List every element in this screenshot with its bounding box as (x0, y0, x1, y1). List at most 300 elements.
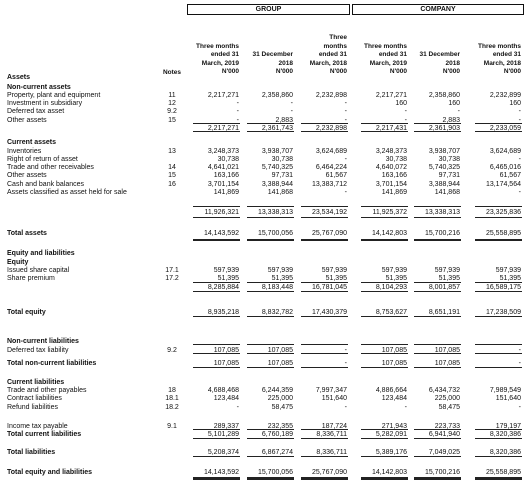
row-value: 151,640 (495, 395, 521, 402)
total-rule (247, 217, 294, 218)
row-value: - (518, 156, 521, 163)
row-value: 97,731 (271, 172, 293, 179)
column-header-6 (469, 43, 521, 77)
row-value: 51,395 (217, 275, 239, 282)
total-rule (247, 353, 294, 354)
row-value: 141,868 (267, 189, 293, 196)
row-value: 107,085 (213, 347, 239, 354)
row-value: 597,939 (213, 267, 239, 274)
row-value: - (404, 117, 407, 124)
row-value: 8,183,448 (261, 284, 293, 291)
row-label: Current liabilities (7, 379, 65, 386)
row-value: 8,336,711 (316, 431, 347, 438)
total-rule (193, 206, 240, 207)
row-value: 13,338,313 (257, 209, 293, 216)
column-header-line: ended 31 (210, 51, 239, 59)
total-rule (301, 123, 348, 124)
total-rule (475, 344, 522, 345)
total-rule (247, 123, 294, 124)
row-value: 597,939 (495, 267, 521, 274)
total-rule (414, 291, 461, 292)
row-value: 13,338,313 (424, 209, 460, 216)
row-value: 8,320,386 (489, 431, 521, 438)
row-note: 17.2 (165, 275, 179, 282)
row-note: 18 (168, 387, 176, 394)
column-header-line: ended 31 (318, 51, 347, 59)
total-rule (361, 131, 408, 132)
total-rule (247, 429, 294, 430)
total-rule (414, 456, 461, 457)
row-value: 25,767,090 (311, 230, 347, 237)
row-value: - (290, 100, 293, 107)
row-value: 8,651,191 (428, 309, 460, 316)
row-value: 2,883 (275, 117, 293, 124)
row-value: 2,232,899 (489, 92, 521, 99)
total-rule (193, 282, 240, 283)
total-rule (193, 429, 240, 430)
row-value: - (344, 108, 347, 115)
total-rule (475, 239, 522, 241)
row-value: 11,925,372 (372, 209, 407, 216)
row-value: - (344, 347, 347, 354)
row-value: - (457, 108, 460, 115)
total-rule (475, 206, 522, 207)
total-rule (475, 123, 522, 124)
total-rule (361, 438, 408, 439)
row-value: 597,939 (321, 267, 347, 274)
row-value: 8,285,884 (207, 284, 239, 291)
row-value: 151,640 (321, 395, 347, 402)
row-value: 3,701,154 (207, 181, 239, 188)
total-rule (414, 123, 461, 124)
total-rule (475, 131, 522, 132)
row-value: 107,085 (434, 347, 460, 354)
row-value: 13,174,564 (485, 181, 521, 188)
row-value: - (236, 117, 239, 124)
row-label: Deferred tax asset (7, 108, 65, 115)
total-rule (414, 367, 461, 368)
column-header-line: Three months (364, 42, 407, 50)
row-value: 58,475 (438, 404, 460, 411)
row-value: 232,355 (267, 423, 293, 430)
total-rule (193, 291, 240, 292)
row-value: 30,738 (217, 156, 239, 163)
row-value: 6,867,274 (261, 449, 293, 456)
total-rule (247, 367, 294, 368)
row-value: 225,000 (267, 395, 293, 402)
column-header-3 (295, 34, 347, 77)
total-rule (247, 316, 294, 317)
column-header-line: 31 December (419, 51, 460, 59)
total-rule (193, 438, 240, 439)
row-value: 5,208,374 (207, 449, 239, 456)
total-rule (301, 344, 348, 345)
row-value: 2,358,860 (428, 92, 460, 99)
row-value: 2,232,898 (315, 92, 347, 99)
row-value: 14,143,592 (203, 230, 239, 237)
row-value: 16,781,045 (311, 284, 347, 291)
row-value: 15,700,216 (424, 230, 460, 237)
row-value: 17,238,509 (485, 309, 521, 316)
row-value: - (518, 347, 521, 354)
total-rule (361, 456, 408, 457)
total-rule (193, 316, 240, 317)
column-header-line: March, 2019 (369, 59, 407, 67)
row-value: 7,989,549 (489, 387, 521, 394)
total-rule (193, 217, 240, 218)
row-value: 160 (448, 100, 460, 107)
row-note: 17.1 (165, 267, 179, 274)
row-value: - (290, 108, 293, 115)
row-label: Current assets (7, 139, 57, 146)
total-rule (301, 316, 348, 317)
row-value: - (404, 108, 407, 115)
row-label: Equity (7, 259, 29, 266)
total-rule (475, 438, 522, 439)
total-rule (414, 316, 461, 317)
column-header-line: 2018 (445, 59, 460, 67)
row-value: 597,939 (381, 267, 407, 274)
row-value: 30,738 (385, 156, 407, 163)
row-value: 6,434,732 (428, 387, 460, 394)
row-value: - (518, 117, 521, 124)
total-rule (361, 367, 408, 368)
row-value: 6,760,189 (261, 431, 293, 438)
row-value: 2,883 (442, 117, 460, 124)
row-label: Total assets (7, 230, 47, 237)
row-value: - (344, 404, 347, 411)
row-value: 30,738 (271, 156, 293, 163)
row-note: 11 (168, 92, 176, 99)
total-rule (247, 131, 294, 132)
column-header-line: N'000 (503, 68, 521, 76)
row-note: 14 (168, 164, 176, 171)
total-rule (475, 282, 522, 283)
total-rule (414, 438, 461, 439)
row-value: 4,886,664 (375, 387, 407, 394)
row-value: 597,939 (434, 267, 460, 274)
row-value: 3,938,707 (261, 148, 293, 155)
column-header-line: 2018 (278, 59, 293, 67)
row-value: 123,484 (381, 395, 407, 402)
total-rule (193, 344, 240, 345)
row-label: Total current liabilities (7, 431, 82, 438)
row-label: Other assets (7, 117, 47, 124)
row-value: - (344, 360, 347, 367)
row-value: 6,465,016 (489, 164, 521, 171)
row-value: - (518, 108, 521, 115)
row-label: Trade and other payables (7, 387, 87, 394)
row-value: 14,142,803 (371, 230, 407, 237)
total-rule (361, 123, 408, 124)
column-header-4 (355, 43, 407, 77)
row-note: 15 (168, 172, 176, 179)
total-rule (414, 239, 461, 241)
row-value: - (344, 156, 347, 163)
total-rule (301, 217, 348, 218)
total-rule (361, 206, 408, 207)
column-header-line: Three (329, 34, 347, 41)
total-rule (301, 367, 348, 368)
row-value: 3,701,154 (375, 181, 407, 188)
total-rule (475, 367, 522, 368)
row-label: Cash and bank balances (7, 181, 85, 188)
row-label: Right of return of asset (7, 156, 78, 163)
row-value: 3,624,689 (315, 148, 347, 155)
row-value: 25,767,090 (311, 469, 347, 476)
total-rule (301, 206, 348, 207)
total-rule (361, 344, 408, 345)
total-rule (301, 239, 348, 241)
row-label: Assets classified as asset held for sale (7, 189, 127, 196)
column-header-line: months (323, 42, 347, 50)
total-rule (301, 353, 348, 354)
row-note: 9.2 (167, 347, 177, 354)
total-rule (475, 456, 522, 457)
row-value: - (344, 117, 347, 124)
row-value: 16,589,175 (485, 284, 521, 291)
row-value: 6,244,359 (261, 387, 293, 394)
row-value: 61,567 (499, 172, 521, 179)
row-label: Non-current assets (7, 84, 71, 91)
total-rule (247, 239, 294, 241)
row-value: 187,724 (321, 423, 347, 430)
row-value: 107,085 (267, 347, 293, 354)
total-rule (301, 429, 348, 430)
column-header-line: N'000 (442, 68, 460, 76)
total-rule (475, 316, 522, 317)
row-value: 107,085 (381, 360, 407, 367)
row-value: 8,832,782 (261, 309, 293, 316)
row-label: Deferred tax liability (7, 347, 69, 354)
row-value: 4,640,072 (375, 164, 407, 171)
total-rule (361, 316, 408, 317)
row-value: 163,166 (213, 172, 239, 179)
total-rule (193, 239, 240, 241)
row-note: 18.2 (165, 404, 179, 411)
row-value: - (236, 404, 239, 411)
row-value: 8,001,857 (428, 284, 460, 291)
total-rule (414, 353, 461, 354)
column-header-line: ended 31 (492, 51, 521, 59)
row-value: 8,935,218 (207, 309, 239, 316)
total-rule (361, 429, 408, 430)
row-value: 107,085 (267, 360, 293, 367)
row-value: 271,943 (381, 423, 407, 430)
row-label: Total equity and liabilities (7, 469, 93, 476)
column-header-line: N'000 (329, 68, 347, 76)
row-value: 30,738 (438, 156, 460, 163)
row-label: Total liabilities (7, 449, 56, 456)
row-note: 13 (168, 148, 176, 155)
total-rule (414, 282, 461, 283)
total-rule (247, 344, 294, 345)
row-value: 5,740,325 (261, 164, 293, 171)
row-value: 223,733 (434, 423, 460, 430)
total-rule (361, 291, 408, 292)
column-header-line: 31 December (252, 51, 293, 59)
row-value: 25,558,895 (485, 230, 521, 237)
row-value: 107,085 (213, 360, 239, 367)
row-value: - (518, 360, 521, 367)
row-value: 160 (395, 100, 407, 107)
row-label: Total equity (7, 309, 46, 316)
row-value: 51,395 (385, 275, 407, 282)
row-value: 2,233,059 (489, 125, 521, 132)
row-value: - (404, 404, 407, 411)
row-value: - (518, 404, 521, 411)
row-value: 8,336,711 (316, 449, 347, 456)
row-value: 51,395 (325, 275, 347, 282)
row-value: 289,337 (213, 423, 239, 430)
total-rule (414, 344, 461, 345)
row-value: 163,166 (381, 172, 407, 179)
notes-header: Notes (162, 69, 182, 76)
row-value: 2,217,271 (207, 125, 239, 132)
row-value: - (344, 100, 347, 107)
total-rule (193, 123, 240, 124)
row-value: 7,997,347 (315, 387, 347, 394)
row-note: 9.1 (167, 423, 177, 430)
row-value: 5,740,325 (428, 164, 460, 171)
row-value: 51,395 (271, 275, 293, 282)
total-rule (247, 438, 294, 439)
total-rule (301, 131, 348, 132)
row-value: 141,868 (434, 189, 460, 196)
row-label: Investment in subsidiary (7, 100, 83, 107)
row-note: 18.1 (165, 395, 179, 402)
row-value: 107,085 (381, 347, 407, 354)
row-value: 15,700,056 (257, 469, 293, 476)
row-value: 8,104,293 (375, 284, 407, 291)
total-rule (193, 131, 240, 132)
row-value: 179,197 (495, 423, 521, 430)
row-value: 17,430,379 (311, 309, 347, 316)
total-rule (301, 438, 348, 439)
total-rule (475, 291, 522, 292)
row-value: 3,624,689 (489, 148, 521, 155)
total-rule (414, 206, 461, 207)
total-rule (301, 456, 348, 457)
row-value: 2,361,743 (261, 125, 293, 132)
column-header-line: Three months (478, 42, 521, 50)
row-value: 25,558,895 (485, 469, 521, 476)
row-value: 107,085 (434, 360, 460, 367)
row-value: 2,217,431 (375, 125, 407, 132)
row-label: Total non-current liabilities (7, 360, 97, 367)
total-rule (193, 353, 240, 354)
row-value: 3,388,944 (428, 181, 460, 188)
row-label: Assets (7, 74, 30, 81)
row-label: Refund liabilities (7, 404, 58, 411)
row-value: 3,248,373 (375, 148, 407, 155)
row-value: 5,101,289 (207, 431, 239, 438)
row-value: - (236, 100, 239, 107)
row-value: 225,000 (434, 395, 460, 402)
row-value: 4,641,021 (207, 164, 239, 171)
row-label: Other assets (7, 172, 47, 179)
column-header-line: N'000 (221, 68, 239, 76)
row-label: Non-current liabilities (7, 338, 79, 345)
total-rule (193, 456, 240, 457)
row-label: Inventories (7, 148, 42, 155)
row-label: Share premium (7, 275, 55, 282)
row-value: 61,567 (325, 172, 347, 179)
row-note: 15 (168, 117, 176, 124)
company-header: COMPANY (352, 4, 524, 15)
row-value: 4,688,468 (207, 387, 239, 394)
row-value: 15,700,056 (257, 230, 293, 237)
row-value: 8,320,386 (489, 449, 521, 456)
row-note: 12 (168, 100, 176, 107)
row-value: 141,869 (381, 189, 407, 196)
row-value: 14,143,592 (203, 469, 239, 476)
row-value: 23,534,192 (311, 209, 347, 216)
row-value: 14,142,803 (371, 469, 407, 476)
total-rule (361, 353, 408, 354)
row-note: 9.2 (167, 108, 177, 115)
column-header-line: ended 31 (378, 51, 407, 59)
total-rule (247, 456, 294, 457)
row-value: 3,388,944 (261, 181, 293, 188)
total-rule (414, 131, 461, 132)
row-label: Trade and other receivables (7, 164, 94, 171)
row-value: 51,395 (438, 275, 460, 282)
total-rule (247, 291, 294, 292)
column-header-line: Three months (196, 42, 239, 50)
row-value: 6,941,940 (428, 431, 460, 438)
row-label: Issued share capital (7, 267, 70, 274)
column-header-line: March, 2018 (309, 59, 347, 67)
row-value: 123,484 (213, 395, 239, 402)
row-value: 97,731 (438, 172, 460, 179)
row-value: 3,938,707 (428, 148, 460, 155)
total-rule (301, 291, 348, 292)
column-header-1 (187, 43, 239, 77)
total-rule (193, 367, 240, 368)
row-value: 2,361,903 (428, 125, 460, 132)
total-rule (361, 217, 408, 218)
row-value: 7,049,025 (428, 449, 460, 456)
row-value: 15,700,216 (424, 469, 460, 476)
column-header-line: March, 2019 (201, 59, 239, 67)
row-value: - (236, 108, 239, 115)
row-value: 8,753,627 (375, 309, 407, 316)
row-value: 13,383,712 (311, 181, 347, 188)
row-value: 2,358,860 (261, 92, 293, 99)
row-value: 141,869 (213, 189, 239, 196)
row-value: 6,464,224 (315, 164, 347, 171)
row-label: Property, plant and equipment (7, 92, 101, 99)
row-value: 11,926,321 (204, 209, 239, 216)
total-rule (361, 239, 408, 241)
total-rule (475, 429, 522, 430)
row-value: 597,939 (267, 267, 293, 274)
column-header-2 (241, 51, 293, 77)
column-header-line: N'000 (389, 68, 407, 76)
row-value: 5,389,176 (375, 449, 407, 456)
row-value: 51,395 (499, 275, 521, 282)
column-header-5 (408, 51, 460, 77)
total-rule (475, 353, 522, 354)
total-rule (414, 429, 461, 430)
row-value: - (518, 189, 521, 196)
row-value: 58,475 (271, 404, 293, 411)
row-value: 23,325,836 (485, 209, 521, 216)
column-header-line: N'000 (275, 68, 293, 76)
total-rule (247, 206, 294, 207)
column-header-line: March, 2018 (483, 59, 521, 67)
